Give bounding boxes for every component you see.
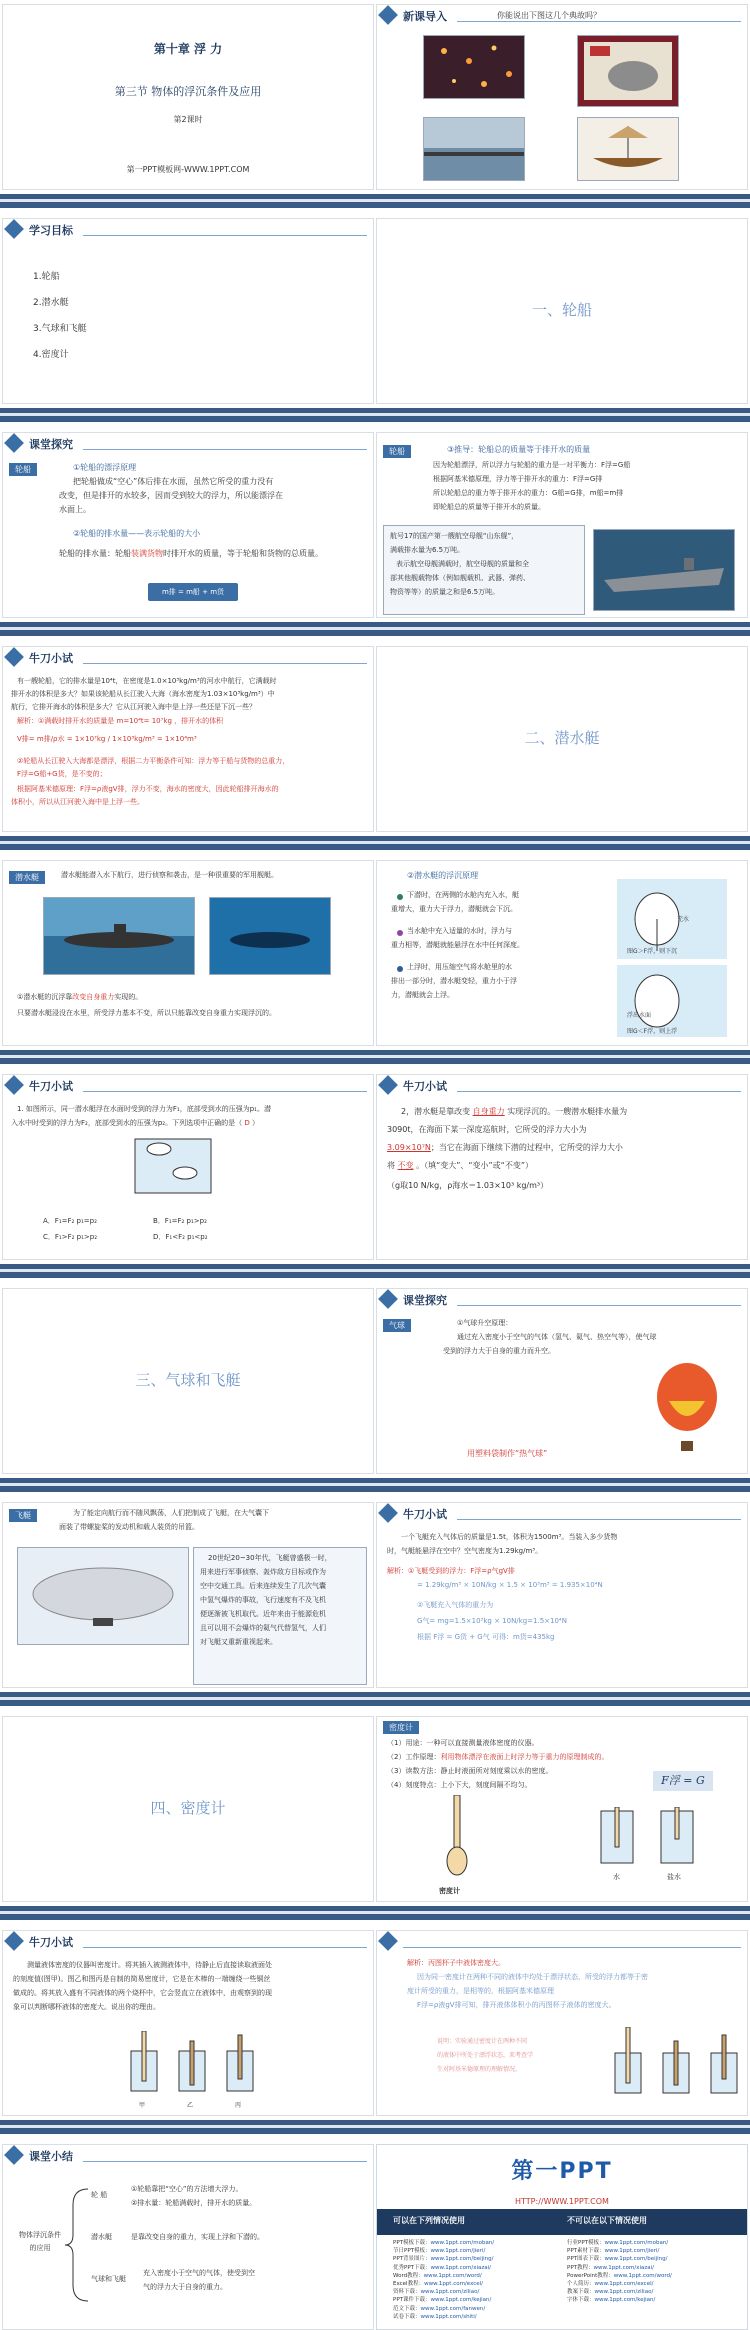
ad-link-row[interactable] [567,2288,737,2296]
header-title: 牛刀小试 [29,652,73,665]
slide-submarine-principle[interactable] [376,860,748,1046]
row-divider [0,1050,750,1064]
ad-link-row[interactable] [393,2247,563,2255]
summary-branch: 轮 船 [91,2191,108,2199]
text-line: 改变，但是排开的水较多，因而受到较大的浮力，所以能漂浮在 [59,491,283,500]
ad-link-label: 节日PPT模板： [393,2248,431,2255]
topic-tag: 轮船 [9,463,37,476]
solution-line: 解析：丙图杯子中液体密度大。 [407,1959,505,1967]
row-divider [0,1264,750,1278]
solution-line: 因为同一密度计在两种不同的液体中均处于漂浮状态，所受的浮力都等于密 [417,1973,648,1981]
logo-url[interactable]: HTTP://WWW.1PPT.COM [515,2197,609,2206]
image-caption: 盐水 [667,1873,681,1881]
header-title: 新课导入 [403,10,447,23]
slide-header [377,1503,747,1525]
ad-right-list [567,2239,737,2305]
solution-line: 解析：①飞艇受到的浮力：F浮=ρ气gV排 [387,1567,515,1575]
site-label: 第一PPT模板网-WWW.1PPT.COM [126,165,250,174]
ad-link-label: PPT素材下载： [567,2248,605,2255]
ad-link-row[interactable] [393,2280,563,2288]
ad-link-label: PPT课件下载： [393,2297,431,2304]
text-line: （1）用途：一种可以直接测量液体密度的仪器。 [387,1739,539,1747]
section-heading: 一、轮船 [531,301,592,319]
option-b[interactable]: B．F₁=F₂ p₁>p₂ [153,1217,207,1225]
solution-line: ②轮船从长江驶入大海都是漂浮，根据二力平衡条件可知：浮力等于船与货物的总重力， [17,757,290,765]
info-line: 便逐渐被飞机取代。近年来由于能源危机 [200,1610,326,1618]
salt-water-beaker-icon [657,1807,697,1867]
aircraft-carrier-image [593,529,735,611]
ad-link-row[interactable] [393,2313,563,2321]
ad-link-label: 行业PPT模板： [567,2240,605,2246]
objective-item: 3.气球和飞艇 [33,324,87,334]
row-divider [0,622,750,636]
section-heading: 四、密度计 [150,1799,226,1817]
solution-line: 体积小，所以从江河驶入海中是上浮一些。 [11,798,144,806]
summary-point: 充入密度小于空气的气体，使受到空 [143,2269,255,2277]
ad-link-url[interactable]: www.1ppt.com/beijing/ [430,2256,494,2263]
summary-branch: 气球和飞艇 [91,2275,126,2283]
topic-tag: 潜水艇 [9,871,45,884]
solution-line: G气= mg=1.5×10³kg × 10N/kg=1.5×10⁴N [417,1617,567,1625]
slide-objectives[interactable] [2,218,374,404]
ad-link-row[interactable] [567,2272,737,2280]
diamond-icon [378,1503,398,1523]
row-divider [0,1692,750,1706]
slide-intro[interactable] [376,4,748,190]
row-divider [0,1906,750,1920]
info-line: 20世纪20~30年代，飞艇曾盛极一时， [208,1554,332,1562]
header-title: 课堂小结 [29,2150,73,2163]
section-heading: 二、潜水艇 [524,729,600,747]
diamond-icon [378,1075,398,1095]
diamond-icon [4,219,24,239]
ad-heading: 可以在下列情况使用 [393,2216,465,2225]
objective-item: 2.潜水艇 [33,298,69,308]
diagram-caption: 图G＜F浮，则上浮 [627,1028,678,1035]
slide-header [3,1075,373,1097]
info-line: 中氢气爆炸的事故，飞行速度有不及飞机 [200,1596,326,1604]
slide-exercise-1[interactable] [2,1074,374,1260]
lanterns-image [423,35,525,99]
ad-link-url[interactable]: www.1ppt.com/kejian/ [430,2297,492,2304]
slide-header [3,1931,373,1953]
ad-link-url[interactable]: www.1ppt.com/word/ [613,2272,672,2279]
ad-link-url[interactable]: www.1ppt.com/fanwen/ [420,2305,486,2312]
diagram-label: 浮出水面 [627,1012,652,1019]
submarine-image [43,897,195,975]
ad-link-row[interactable] [393,2239,563,2247]
note-line: 生对阿基米德原理的理解情况。 [437,2066,522,2073]
airship-image [17,1547,189,1645]
question-line: 入水中时受到的浮力为F₂，底部受到水的压强为p₂。下列选项中正确的是（ D ） [11,1119,259,1127]
ad-link-label: 优秀PPT下载： [393,2264,431,2271]
text-line: 水面上。 [59,505,91,514]
stamp-image [577,35,679,107]
slide-ship-principle[interactable] [2,432,374,618]
text-line: 排出一部分时，潜水艇变轻，重力小于浮 [391,977,517,985]
solution-line: F浮=ρ液gV排可知，排开液体体积小的丙图杯子液体的密度大。 [417,2001,616,2009]
ad-link-row[interactable] [567,2247,737,2255]
topic-tag: 飞艇 [9,1509,37,1522]
ad-link-row[interactable] [393,2272,563,2280]
text-line: 下潜时，在两侧的水舱内充入水，艇 [407,891,519,899]
header-title: 学习目标 [29,224,73,237]
header-title: 牛刀小试 [403,1508,447,1521]
summary-branch: 潜水艇 [91,2233,112,2241]
text-line: 通过充入密度小于空气的气体（氢气、氦气、热空气等），使气球 [457,1333,657,1341]
text-line: 排开水的体积是多大？如果该轮船从长江驶入大海（海水密度为1.03×10³kg/m³）中 [11,690,275,698]
ad-link-row[interactable] [393,2288,563,2296]
info-box [193,1547,367,1685]
question-line: 一个飞艇充入气体后的质量是1.5t，体积为1500m³。当装入多少货物 [401,1533,618,1541]
point-heading: ②轮船的排水量——表示轮船的大小 [73,529,201,538]
solution-line: 根据阿基米德原理：F浮=ρ液gV排，浮力不变，海水的密度大，因此轮船排开海水的 [17,785,279,793]
section-title: 第三节 物体的浮沉条件及应用 [114,85,262,98]
slide-section-ship[interactable] [376,218,748,404]
question-line: 3.09×10⁷N；当它在海面下继续下潜的过程中，它所受的浮力大小 [387,1143,623,1152]
objective-item: 4.密度计 [33,350,69,360]
question-line: 时，气艇能悬浮在空中？空气密度为1.29kg/m³。 [387,1547,543,1555]
solution-line: F浮=G船+G货，是不变的； [17,770,107,778]
row-divider [0,2120,750,2134]
blank-answer: 3.09×10⁷N [387,1143,431,1152]
solution-line: 根据 F浮 = G货 + G气 可得：m货=435kg [417,1633,555,1641]
question-line: （g取10 N/kg，ρ海水＝1.03×10³ kg/m³） [387,1181,549,1190]
ad-link-url[interactable]: www.1ppt.com/xiazai/ [430,2264,492,2271]
water-beaker-icon [597,1807,637,1867]
info-line: 物资等等）的质量之和是6.5万吨。 [390,588,500,596]
summary-point: 是靠改变自身的重力，实现上浮和下潜的。 [131,2233,264,2241]
text-line: 为了能定向航行而不随风飘荡，人们把制成了飞艇，在大气囊下 [73,1509,269,1517]
text-line: 力，潜艇就会上浮。 [391,991,454,999]
image-caption: 水 [613,1873,620,1881]
text-line: 重力相等，潜艇就能悬浮在水中任何深度。 [391,941,524,949]
slide-title[interactable] [2,4,374,190]
ad-link-url[interactable]: www.1ppt.com/moban/ [430,2240,495,2246]
ad-link-url[interactable]: www.1ppt.com/ziliao/ [594,2289,654,2296]
ad-link-url[interactable]: www.1ppt.com/excel/ [424,2281,484,2288]
solution-line: 度计所受的重力，是相等的，根据阿基米德原理 [407,1987,554,1995]
ad-banner [377,2209,747,2235]
ad-link-label: 范文下载： [393,2305,421,2312]
boat-scale-image [577,117,679,181]
blank-answer: 自身重力 [472,1107,505,1116]
question-line: 做成的。将其放入盛有不同液体的两个烧杯中，它会竖直立在液体中，由观察到的现 [13,1989,272,1997]
intro-question: 你能说出下图这几个典故吗？ [497,11,601,20]
text-line: 面装了带螺旋桨的发动机和载人装货的吊篮。 [59,1523,199,1531]
lesson-label: 第2课时 [173,115,203,124]
ad-link-label: Excel教程： [393,2281,425,2288]
slide-balloon[interactable] [376,1288,748,1474]
slide-summary[interactable] [2,2144,374,2330]
slide-header [3,647,373,669]
diagram-label: 乙 [187,2102,194,2109]
ad-link-row[interactable] [567,2280,737,2288]
ad-link-label: 资料下载： [393,2289,421,2296]
objective-item: 1.轮船 [33,272,60,282]
experiment-diagram [611,2027,741,2097]
bullet-icon [397,930,403,936]
summary-root: 物体浮沉条件的应用 [19,2231,61,2252]
header-title: 课堂探究 [403,1294,447,1307]
chapter-title: 第十章 浮 力 [153,42,223,56]
info-line: 且可以用不会爆炸的氦气代替氢气，人们 [200,1624,326,1632]
ad-link-url[interactable]: www.1ppt.com/word/ [423,2272,482,2279]
diagram-label: 甲 [139,2102,146,2109]
ad-link-row[interactable] [393,2255,563,2263]
ad-link-row[interactable] [393,2305,563,2313]
row-divider [0,408,750,422]
point-heading: ①气球升空原理： [457,1319,513,1327]
diamond-icon [378,1289,398,1309]
diamond-icon [378,5,398,25]
ad-link-url[interactable]: www.1ppt.com/shiti/ [420,2313,477,2320]
point-heading: ②潜水艇的浮沉原理 [407,871,479,880]
question-line: 2，潜水艇是靠改变 自身重力 实现浮沉的。一艘潜水艇排水量为 [401,1107,628,1116]
hydrometer-icon [437,1795,477,1885]
slide-header [3,433,373,455]
note-line: 的液体中所处于漂浮状态，来考查学 [437,2052,534,2059]
bullet-icon [397,894,403,900]
slide-header [377,1289,747,1311]
topic-tag: 轮船 [383,445,411,458]
slide-exercise-airship[interactable] [376,1502,748,1688]
question-line: 1. 如图所示，同一潜水艇浮在水面时受到的浮力为F₁，底部受到水的压强为p₁。潜 [17,1105,271,1113]
diagram-label: 充水 [677,916,690,923]
ad-link-label: 教案下载： [567,2289,595,2296]
slide-ad[interactable] [376,2144,748,2330]
solution-line: ②飞艇充入气体的重力为 [417,1601,494,1609]
blank-answer: 不变 [397,1161,414,1170]
diagram-label: 丙 [235,2102,242,2109]
slide-hydrometer[interactable] [376,1716,748,1902]
point-heading: ③推导：轮船总的质量等于排开水的质量 [447,445,591,454]
text-line: 轮船的排水量：轮船装满货物时排开水的质量，等于轮船和货物的总质量。 [59,549,323,558]
diamond-icon [4,433,24,453]
slide-airship[interactable] [2,1502,374,1688]
question-line: 象可以判断哪杯液体的密度大。说出你的理由。 [13,2003,160,2011]
header-title: 课堂探究 [29,438,73,451]
row-divider [0,836,750,850]
text-line: 当水舱中充入适量的水时，浮力与 [407,927,512,935]
ad-link-row[interactable] [393,2264,563,2272]
ad-link-url[interactable]: www.1ppt.com/moban/ [604,2240,669,2246]
pontoon-bridge-image [423,117,525,181]
ad-heading: 不可以在以下情况使用 [567,2216,647,2225]
text-line: 根据阿基米德原理，浮力等于排开水的重力：F浮=G排 [433,475,603,483]
text-line: （3）读数方法：静止时液面所对刻度乘以水的密度。 [387,1767,553,1775]
text-line: 受到的浮力大于自身的重力而升空。 [443,1347,555,1355]
ad-link-url[interactable]: www.1ppt.com/excel/ [594,2281,654,2288]
option-d[interactable]: D．F₁<F₂ p₁<p₂ [153,1233,208,1241]
section-heading: 三、气球和飞艇 [135,1371,241,1389]
text-line: 所以轮船总的重力等于排开水的重力：G船=G排，m船=m排 [433,489,624,497]
ad-link-url[interactable]: www.1ppt.com/xiazai/ [593,2264,655,2271]
formula-box: F浮 = G [653,1771,713,1791]
slide-exercise-ship[interactable] [2,646,374,832]
underwater-submarine-image [209,897,331,975]
ad-link-row[interactable] [567,2264,737,2272]
ad-link-label: 字体下载： [567,2297,595,2304]
answer: D [244,1119,250,1127]
question-line: 3090t，在海面下某一深度巡航时，它所受的浮力大小为 [387,1125,587,1134]
text-line: 把轮船做成“空心”体后排在水面，虽然它所受的重力没有 [73,477,274,486]
ad-link-label: PPT教程： [567,2264,594,2271]
ad-link-url[interactable]: www.1ppt.com/jieri/ [604,2248,660,2255]
bullet-icon [397,966,403,972]
ad-link-url[interactable]: www.1ppt.com/ziliao/ [420,2289,480,2296]
text-line: 即轮船总的质量等于排开水的质量。 [433,503,545,511]
bracket-icon [63,2185,93,2305]
solution-line: V排= m排/ρ水 = 1×10⁷kg / 1×10³kg/m³ = 1×10⁴m³ [17,735,197,743]
ad-link-label: PPT模板下载： [393,2240,431,2246]
summary-point: ②排水量：轮船满载时，排开水的质量。 [131,2199,257,2207]
text-line: 只要潜水艇浸没在水里，所受浮力基本不变，所以只能靠改变自身重力实现浮沉的。 [17,1009,276,1017]
caption: 用塑料袋制作“热气球” [467,1449,548,1458]
ad-link-url[interactable]: www.1ppt.com/beijing/ [604,2256,668,2263]
row-divider [0,1478,750,1492]
header-title: 牛刀小试 [29,1080,73,1093]
image-caption: 密度计 [439,1887,460,1895]
solution-line: 解析：①满载时排开水的质量是 m=10⁴t= 10⁷kg ，排开水的体积 [17,717,224,725]
solution-line: = 1.29kg/m³ × 10N/kg × 1.5 × 10³m³ = 1.935×10⁴N [417,1581,603,1589]
slide-exercise-2[interactable] [376,1074,748,1260]
info-line: 表示航空母舰满载时，航空母舰的质量和全 [396,560,529,568]
diamond-icon [4,1931,24,1951]
text-line: （4）刻度特点：上小下大，刻度间隔不均匀。 [387,1781,532,1789]
text-line: （2）工作原理：利用物体漂浮在液面上时浮力等于重力的原理制成的。 [387,1753,609,1761]
diamond-icon [4,647,24,667]
slide-header [377,1931,747,1953]
logo: 第一PPT [511,2159,613,2184]
ad-link-label: 试卷下载： [393,2313,421,2320]
option-c[interactable]: C．F₁>F₂ p₁>p₂ [43,1233,98,1241]
topic-tag: 密度计 [383,1721,419,1734]
slide-exercise-hydrometer[interactable] [2,1930,374,2116]
formula-badge: m排 = m船 + m货 [148,583,238,601]
ad-link-row[interactable] [567,2239,737,2247]
text-line: 有一艘轮船，它的排水量是10⁴t，在密度是1.0×10³kg/m³的河水中航行，它满载时 [17,677,277,685]
diamond-icon [4,2145,24,2165]
ad-link-label: PPT背景图片： [393,2256,431,2263]
question-line: 的刻度值(图甲)。图乙和图丙是自制的简易密度计，它是在木棒的一端缠绕一些铜丝 [13,1975,271,1983]
header-title: 牛刀小试 [403,1080,447,1093]
ad-link-row[interactable] [567,2296,737,2304]
hot-air-balloon-image [647,1361,727,1461]
note-line: 说明：实验通过密度计在两种不同 [437,2038,528,2045]
info-line: 部其他舰载物体（例如舰载机、武器、弹药、 [390,574,530,582]
text-line: ①潜水艇的沉浮靠改变自身重力实现的。 [17,993,143,1001]
ad-link-label: PPT图表下载： [567,2256,605,2263]
ad-link-label: PowerPoint教程： [567,2272,614,2279]
experiment-diagram [127,2031,257,2095]
ad-link-row[interactable] [393,2296,563,2304]
info-line: 对飞艇又重新重视起来。 [200,1638,277,1646]
question-line: 将 不变 。（填“变大”、“变小”或“不变”） [387,1161,533,1170]
ad-link-url[interactable]: www.1ppt.com/jieri/ [430,2248,486,2255]
tank-diagram [133,1135,213,1195]
ad-link-url[interactable]: www.1ppt.com/kejian/ [594,2297,656,2304]
text-line: 重增大，重力大于浮力，潜艇就会下沉。 [391,905,517,913]
slide-header [3,2145,373,2167]
text-line: 上浮时，用压缩空气将水舱里的水 [407,963,512,971]
ad-link-label: 个人简历： [567,2281,595,2288]
question-line: 测量液体密度的仪器叫密度计。将其插入被测液体中，待静止后直接读取液面处 [27,1961,272,1969]
slide-ship-derivation[interactable] [376,432,748,618]
slide-section-balloon[interactable] [2,1288,374,1474]
diamond-icon [4,1075,24,1095]
info-line: 满载排水量为6.5万吨。 [390,546,465,554]
info-box [383,525,585,615]
slide-section-submarine[interactable] [376,646,748,832]
summary-point: ①轮船靠把“空心”的方法增大浮力。 [131,2185,243,2193]
diagram-caption: 图G＞F浮，则下沉 [627,948,678,955]
slide-section-hydrometer[interactable] [2,1716,374,1902]
diamond-icon [378,1931,398,1951]
slide-header [3,219,373,241]
slide-hydrometer-solution[interactable] [376,1930,748,2116]
slide-submarine-intro[interactable] [2,860,374,1046]
point-heading: ①轮船的漂浮原理 [73,463,137,472]
ad-left-list [393,2239,563,2321]
option-a[interactable]: A．F₁=F₂ p₁=p₂ [43,1217,97,1225]
info-line: 空中交通工具。后来连续发生了几次气囊 [200,1582,326,1590]
summary-point: 气的浮力大于自身的重力。 [143,2283,227,2291]
info-line: 航号17的国产第一艘航空母舰“山东舰”， [390,532,519,540]
row-divider [0,194,750,208]
slide-header [377,1075,747,1097]
header-title: 牛刀小试 [29,1936,73,1949]
text-line: 潜水艇能潜入水下航行，进行侦察和袭击，是一种很重要的军用舰艇。 [61,871,278,879]
text-line: 航行，它排开海水的体积是多大？它从江河驶入海中是上浮一些还是下沉一些？ [11,703,256,711]
info-line: 用来进行军事侦察、轰炸敌方目标或作为 [200,1568,326,1576]
ad-link-row[interactable] [567,2255,737,2263]
topic-tag: 气球 [383,1319,411,1332]
text-line: 因为轮船漂浮，所以浮力与轮船的重力是一对平衡力：F浮=G船 [433,461,631,469]
ad-link-label: Word教程： [393,2272,424,2279]
